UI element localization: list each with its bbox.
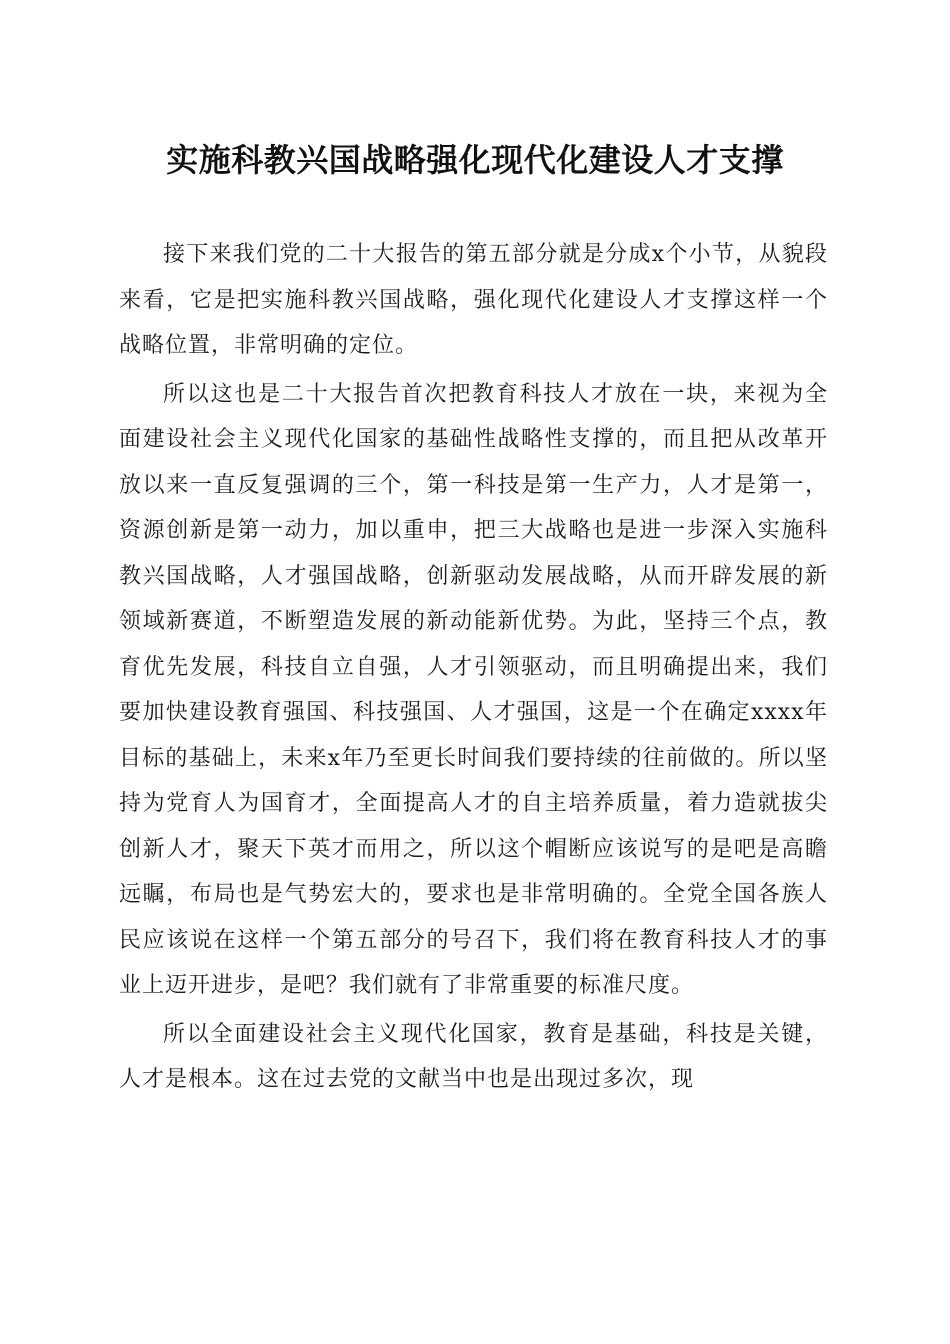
paragraph: 接下来我们党的二十大报告的第五部分就是分成x个小节，从貌段来看，它是把实施科教兴国战略，强化现代化建设人才支撑这样一个战略位置，非常明确的定位。 [119, 242, 828, 358]
document-body [119, 232, 828, 1106]
document-title: 实施科教兴国战略强化现代化建设人才支撑 [166, 141, 784, 179]
paragraph: 所以这也是二十大报告首次把教育科技人才放在一块，来视为全面建设社会主义现代化国家的基础性战略性支撑的，而且把从改革开放以来一直反复强调的三个，第一科技是第一生产力，人才是第一，资源创新是第一动力，加以重申，把三大战略也是进一步深入实施科教兴国战略，人才强国战略，创新驱动发展战略，从而开辟发展的新领域新赛道，不断塑造发展的新动能新优势。为此，坚持三个点，教育优先发展，科技自立自强，人才引领驱动，而且明确提出来，我们要加快建设教育强国、科技强国、人才强国，这是一个在确定xxxx年目标的基础上，未来x年乃至更长时间我们要持续的往前做的。所以坚持为党育人为国育才，全面提高人才的自主培养质量，着力造就拔尖创新人才，聚天下英才而用之，所以这个帽断应该说写的是吧是高瞻远瞩，布局也是气势宏大的，要求也是非常明确的。全党全国各族人民应该说在这样一个第五部分的号召下，我们将在教育科技人才的事业上迈开进步，是吧？我们就有了非常重要的标准尺度。 [119, 381, 828, 998]
paragraph: 所以全面建设社会主义现代化国家，教育是基础，科技是关键，人才是根本。这在过去党的文献当中也是出现过多次，现 [119, 1021, 828, 1092]
